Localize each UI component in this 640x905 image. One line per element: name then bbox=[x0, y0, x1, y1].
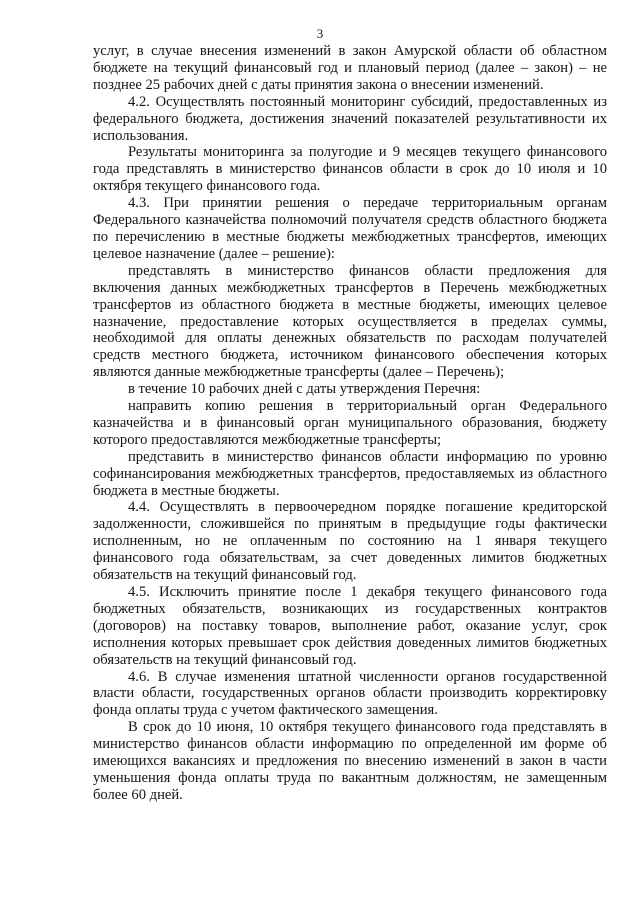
paragraph-4-3: 4.3. При принятии решения о передаче территориальным органам Федерального казначейства полномочий получателя средств областного бюджета по перечислению в местные бюджеты межбюджетных трансфертов, имеющих целевое назначение (далее – решение): bbox=[93, 195, 607, 262]
paragraph-4-4: 4.4. Осуществлять в первоочередном порядке погашение кредиторской задолженности, сложившейся по принятым в предыдущие годы фактически исполненным, но не оплаченным по состоянию на 1 января текущего финансового года обязательствам, за счет доведенных лимитов бюджетных обязательств на текущий финансовый год. bbox=[93, 499, 607, 584]
paragraph-submit-proposals: представлять в министерство финансов области предложения для включения данных межбюджетных трансфертов в Перечень межбюджетных трансфертов из областного бюджета в местные бюджеты, имеющих целевое назначение, предоставление которых осуществляется в пределах суммы, необходимой для оплаты денежных обязательств по расходам получателей средств местного бюджета, источником финансового обеспечения которых являются данные межбюджетные трансферты (далее – Перечень); bbox=[93, 262, 607, 381]
paragraph-4-5: 4.5. Исключить принятие после 1 декабря текущего финансового года бюджетных обязательств, возникающих из государственных контрактов (договоров) на поставку товаров, выполнение работ, оказание услуг, срок исполнения которых превышает срок действия доведенных лимитов бюджетных обязательств на текущий финансовый год. bbox=[93, 584, 607, 668]
paragraph-vacancies-info: В срок до 10 июня, 10 октября текущего финансового года представлять в министерство финансов области информацию по определенной им форме об имеющихся вакансиях и предложения по внесению изменений в закон в части уменьшения фонда оплаты труда по вакантным должностям, не замещенным более 60 дней. bbox=[93, 719, 607, 803]
paragraph-4-6: 4.6. В случае изменения штатной численности органов государственной власти области, государственных органов области производить корректировку фонда оплаты труда с учетом фактического замещения. bbox=[93, 668, 607, 719]
document-body bbox=[93, 43, 607, 804]
page-number: 3 bbox=[316, 26, 324, 41]
paragraph-continuation: услуг, в случае внесения изменений в закон Амурской области об областном бюджете на текущий финансовый год и плановый период (далее – закон) – не позднее 25 рабочих дней с даты принятия закона о внесении изменений. bbox=[93, 43, 607, 93]
paragraph-4-2: 4.2. Осуществлять постоянный мониторинг субсидий, предоставленных из федерального бюджета, достижения значений показателей результативности их использования. bbox=[93, 93, 607, 144]
paragraph-within-10-days: в течение 10 рабочих дней с даты утверждения Перечня: bbox=[128, 381, 481, 398]
paragraph-cofinancing-info: представить в министерство финансов области информацию по уровню софинансирования межбюджетных трансфертов, предоставляемых из областного бюджета в местные бюджеты. bbox=[93, 448, 607, 499]
paragraph-monitoring-results: Результаты мониторинга за полугодие и 9 месяцев текущего финансового года представлять в министерство финансов области в срок до 10 июля и 10 октября текущего финансового года. bbox=[93, 144, 607, 195]
paragraph-send-copy: направить копию решения в территориальный орган Федерального казначейства и в финансовый орган муниципального образования, бюджету которого предоставляются межбюджетные трансферты; bbox=[93, 398, 607, 448]
